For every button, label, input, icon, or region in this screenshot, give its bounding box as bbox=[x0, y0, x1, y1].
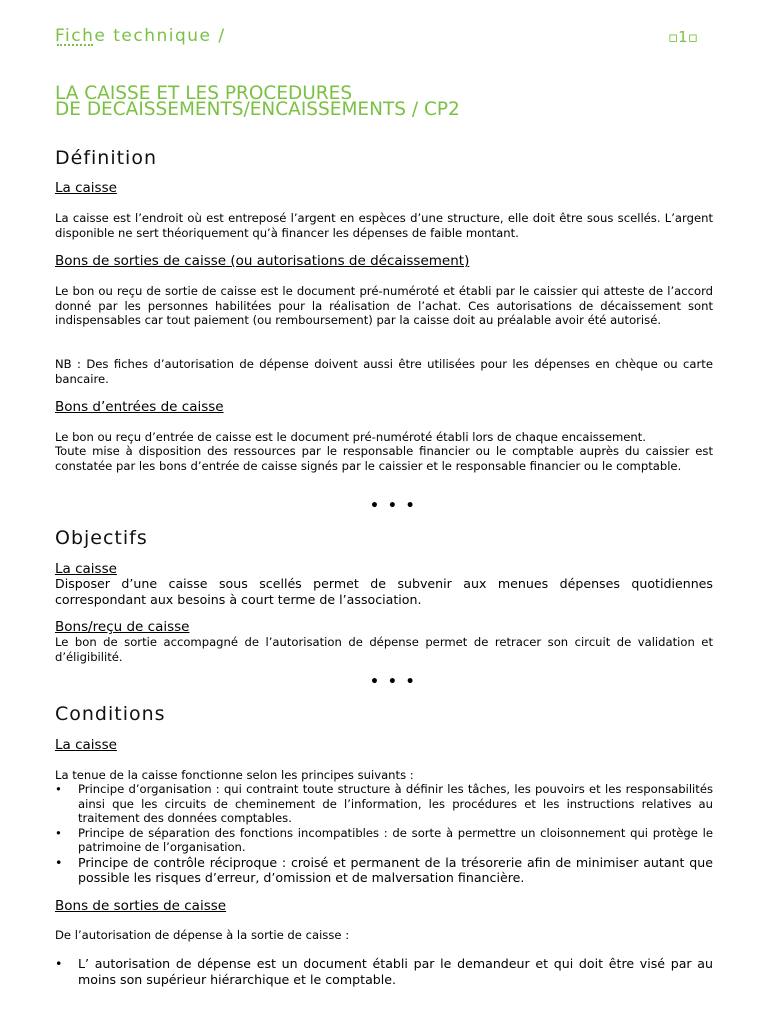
paragraph-nb: NB : Des fiches d’autorisation de dépense doivent aussi être utilisées pour les dépenses en chèque ou carte bancaire. bbox=[55, 357, 713, 386]
subheading-caisse: La caisse bbox=[55, 180, 117, 196]
sorties-list bbox=[55, 956, 713, 987]
subheading-bons-recu: Bons/reçu de caisse bbox=[55, 619, 190, 635]
subheading-caisse-conditions: La caisse bbox=[55, 737, 117, 753]
subheading-caisse-objectifs: La caisse bbox=[55, 561, 117, 577]
document-title-line1: LA CAISSE ET LES PROCEDURES bbox=[55, 83, 353, 104]
paragraph-caisse-objectifs: Disposer d’une caisse sous scellés permet de subvenir aux menues dépenses quotidiennes correspondant aux besoins à court terme de l’association. bbox=[55, 576, 713, 607]
header-title: Fiche technique / bbox=[55, 26, 226, 46]
section-heading-conditions: Conditions bbox=[55, 703, 166, 725]
paragraph-conditions-intro: La tenue de la caisse fonctionne selon les principes suivants : bbox=[55, 768, 414, 782]
paragraph-bons-entrees-1: Le bon ou reçu d’entrée de caisse est le document pré-numéroté établi lors de chaque encaissement. bbox=[55, 430, 646, 444]
document-title bbox=[55, 83, 460, 120]
list-item: • Principe d’organisation : qui contraint toute structure à définir les tâches, les pouvoirs et les responsabilités ainsi que les circuits de cheminement de l’information, les procédures et les instructions relatives au traitement des données comptables. bbox=[55, 782, 713, 826]
section-separator: • • • bbox=[370, 674, 417, 690]
subheading-bons-sorties: Bons de sorties de caisse (ou autorisations de décaissement) bbox=[55, 253, 470, 269]
document-title-line2: DE DECAISSEMENTS/ENCAISSEMENTS / CP2 bbox=[55, 99, 460, 120]
list-item: • Principe de contrôle réciproque : croisé et permanent de la trésorerie afin de minimiser autant que possible les risques d’erreur, d’omission et de malversation financière. bbox=[55, 855, 713, 886]
list-item: • L’ autorisation de dépense est un document établi par le demandeur et qui doit être visé par au moins son supérieur hiérarchique et le comptable. bbox=[55, 956, 713, 987]
subheading-bons-entrees: Bons d’entrées de caisse bbox=[55, 399, 224, 415]
paragraph-bons-sorties: Le bon ou reçu de sortie de caisse est le document pré-numéroté et établi par le caissier qui atteste de l’accord donné par les personnes habilitées pour la réalisation de l’achat. Ces autorisations de décaissement sont indispensables car tout paiement (ou remboursement) par la caisse doit au préalable avoir été autorisé. bbox=[55, 284, 713, 328]
header-decoration bbox=[57, 44, 93, 49]
paragraph-bons-entrees-2: Toute mise à disposition des ressources par le responsable financier ou le comptable auprès du caissier est constatée par les bons d’entrée de caisse signés par le caissier et le responsable financier ou le comptable. bbox=[55, 444, 713, 473]
section-heading-objectifs: Objectifs bbox=[55, 527, 148, 549]
paragraph-sorties-intro: De l’autorisation de dépense à la sortie de caisse : bbox=[55, 928, 350, 942]
principles-list bbox=[55, 782, 713, 886]
section-heading-definition: Définition bbox=[55, 147, 158, 169]
list-item: • Principe de séparation des fonctions incompatibles : de sorte à permettre un cloisonnement qui protège le patrimoine de l’organisation. bbox=[55, 826, 713, 855]
page-number: ▫1▫ bbox=[668, 28, 698, 46]
paragraph-caisse-definition: La caisse est l’endroit où est entreposé l’argent en espèces d’une structure, elle doit être sous scellés. L’argent disponible ne sert théoriquement qu’à financer les dépenses de faible montant. bbox=[55, 211, 713, 240]
subheading-bons-sorties-conditions: Bons de sorties de caisse bbox=[55, 898, 227, 914]
paragraph-bons-recu: Le bon de sortie accompagné de l’autorisation de dépense permet de retracer son circuit de validation et d’éligibilité. bbox=[55, 635, 713, 664]
section-separator: • • • bbox=[370, 498, 417, 514]
